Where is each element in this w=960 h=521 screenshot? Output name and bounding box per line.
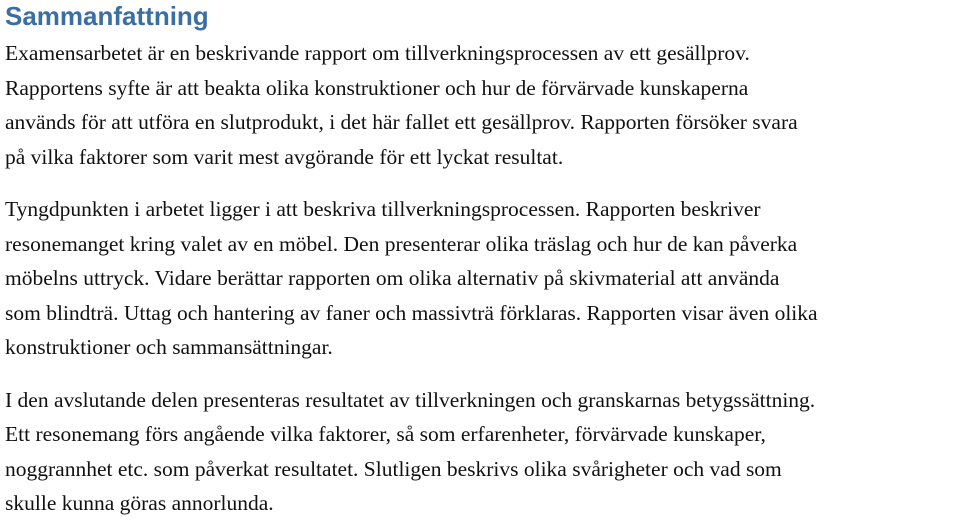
paragraph-line: möbelns uttryck. Vidare berättar rapporten om olika alternativ på skivmaterial att använda xyxy=(5,266,780,290)
paragraph-2 xyxy=(5,192,957,365)
paragraph-line: Rapportens syfte är att beakta olika konstruktioner och hur de förvärvade kunskaperna xyxy=(5,75,749,100)
paragraph-line: som blindträ. Uttag och hantering av faner och massivträ förklaras. Rapporten visar även olika xyxy=(5,300,818,325)
paragraph-spacer xyxy=(5,174,957,192)
paragraph-1 xyxy=(5,36,957,174)
paragraph-line: används för att utföra en slutprodukt, i det här fallet ett gesällprov. Rapporten försöker svara xyxy=(5,110,798,134)
paragraph-line: Ett resonemang förs angående vilka faktorer, så som erfarenheter, förvärvade kunskaper, xyxy=(5,422,766,446)
paragraph-line: noggrannhet etc. som påverkat resultatet. Slutligen beskrivs olika svårigheter och vad som xyxy=(5,456,782,481)
paragraph-line: resonemanget kring valet av en möbel. Den presenterar olika träslag och hur de kan påverka xyxy=(5,231,798,256)
paragraph-line: Tyngdpunkten i arbetet ligger i att beskriva tillverkningsprocessen. Rapporten beskriver xyxy=(5,197,761,221)
paragraph-spacer xyxy=(5,365,957,383)
paragraph-3 xyxy=(5,383,957,521)
paragraph-line: på vilka faktorer som varit mest avgörande för ett lyckat resultat. xyxy=(5,144,564,169)
paragraph-line: skulle kunna göras annorlunda. xyxy=(5,491,274,515)
document-page xyxy=(5,0,957,521)
paragraph-line: konstruktioner och sammansättningar. xyxy=(5,335,333,359)
paragraph-line: Examensarbetet är en beskrivande rapport om tillverkningsprocessen av ett gesällprov. xyxy=(5,41,750,65)
section-heading: Sammanfattning xyxy=(5,1,209,31)
paragraph-line: I den avslutande delen presenteras resultatet av tillverkningen och granskarnas betygssättning. xyxy=(5,387,816,412)
